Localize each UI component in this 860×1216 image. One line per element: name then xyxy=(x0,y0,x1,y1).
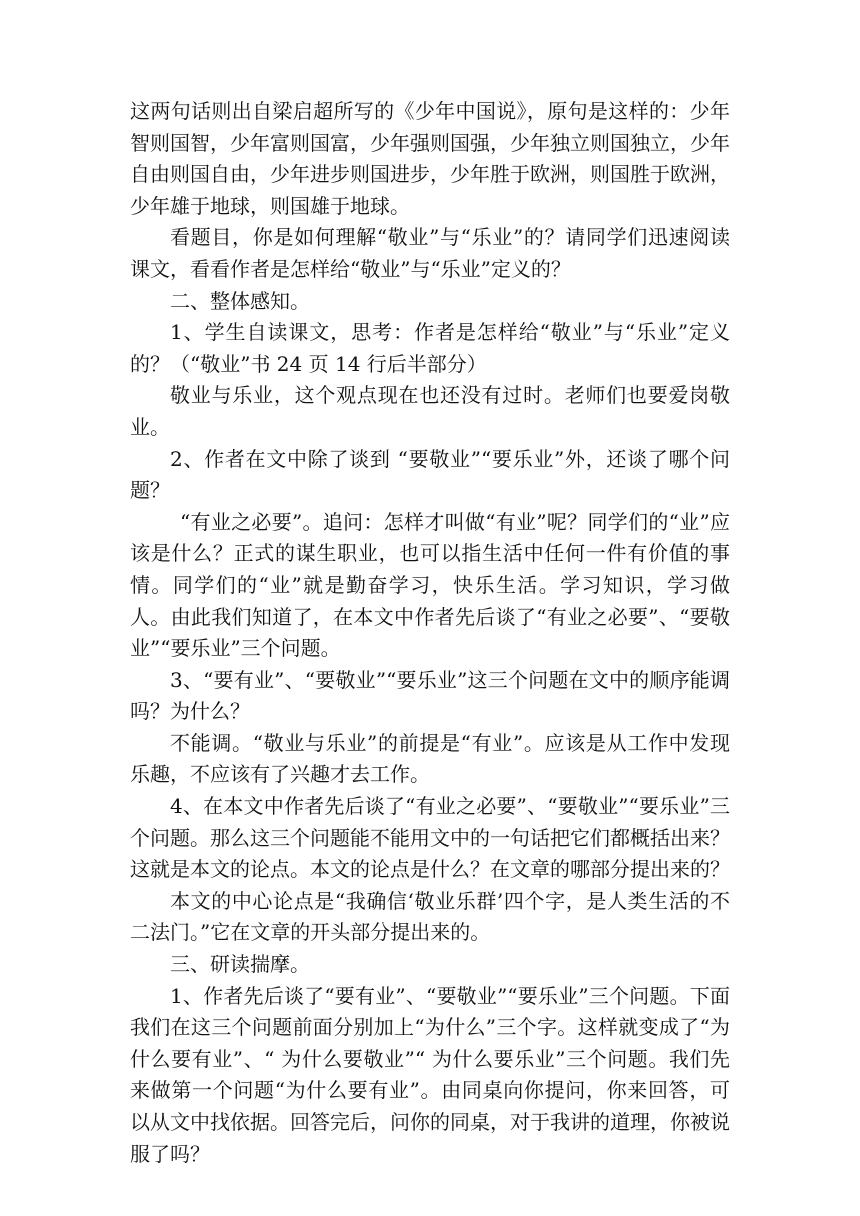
paragraph-question-3: 3、“要有业”、“要敬业”“要乐业”这三个问题在文中的顺序能调吗？为什么？ xyxy=(130,667,730,724)
paragraph-answer-2: “有业之必要”。追问：怎样才叫做“有业”呢？同学们的“业”应该是什么？正式的谋生职业，也可以指生活中任何一件有价值的事情。同学们的“业”就是勤奋学习，快乐生活。学习知识，学习做人。由此我们知道了，在本文中作者先后谈了“有业之必要”、“要敬业”“要乐业”三个问题。 xyxy=(130,509,730,661)
paragraph-question-1: 1、学生自读课文，思考：作者是怎样给“敬业”与“乐业”定义的？（“敬业”书 24 页 14 行后半部分） xyxy=(130,320,730,376)
paragraph-question-4: 4、在本文中作者先后谈了“有业之必要”、“要敬业”“要乐业”三个问题。那么这三个问题能不能用文中的一句话把它们都概括出来？这就是本文的论点。本文的论点是什么？在文章的哪部分提出来的？ xyxy=(130,794,730,882)
paragraph-title-question: 看题目，你是如何理解“敬业”与“乐业”的？请同学们迅速阅读课文，看看作者是怎样给“敬业”与“乐业”定义的？ xyxy=(130,225,730,281)
paragraph-quote-source: 这两句话则出自梁启超所写的《少年中国说》，原句是这样的：少年智则国智，少年富则国富，少年强则国强，少年独立则国独立，少年自由则国自由，少年进步则国进步，少年胜于欧洲，则国胜于欧洲，少年雄于地球，则国雄于地球。 xyxy=(130,99,730,218)
section-heading-overall: 二、整体感知。 xyxy=(170,288,310,313)
paragraph-answer-1: 敬业与乐业，这个观点现在也还没有过时。老师们也要爱岗敬业。 xyxy=(130,383,730,439)
paragraph-study-question-1: 1、作者先后谈了“要有业”、“要敬业”“要乐业”三个问题。下面我们在这三个问题前面分别加上“为什么”三个字。这样就变成了“为什么要有业”、“ 为什么要敬业”“ 为什么要乐业”三个问题。我们先来做第一个问题“为什么要有业”。由同桌向你提问，你来回答，可以从文中找依据。回答完后，问你的同桌，对于我讲的道理，你被说服了吗？ xyxy=(130,983,730,1166)
paragraph-answer-4: 本文的中心论点是“我确信‘敬业乐群’四个字，是人类生活的不二法门。”它在文章的开头部分提出来的。 xyxy=(130,888,730,945)
paragraph-answer-3: 不能调。“敬业与乐业”的前提是“有业”。应该是从工作中发现乐趣，不应该有了兴趣才去工作。 xyxy=(130,730,730,787)
paragraph-question-2: 2、作者在文中除了谈到 “要敬业”“要乐业”外，还谈了哪个问题？ xyxy=(130,446,730,503)
document-page xyxy=(130,96,730,1170)
section-heading-study: 三、研读揣摩。 xyxy=(170,952,310,977)
